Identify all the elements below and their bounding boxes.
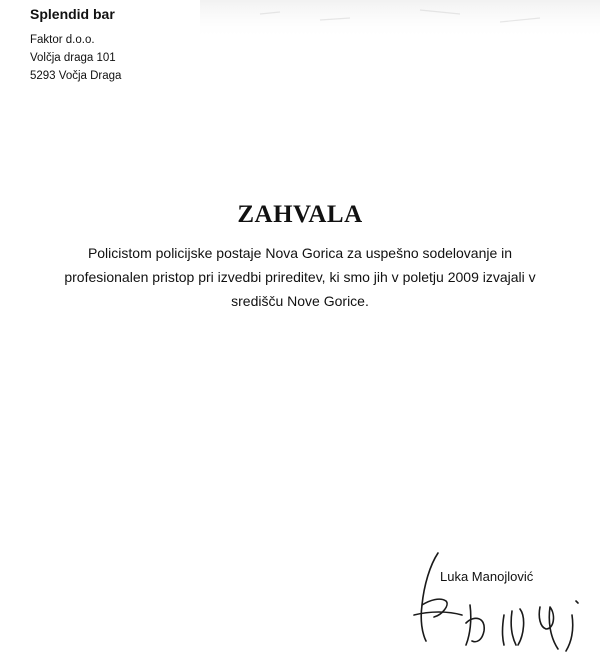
- sender-name: Splendid bar: [30, 6, 115, 22]
- sender-street: Volčja draga 101: [30, 52, 116, 64]
- sender-city: 5293 Vočja Draga: [30, 70, 122, 82]
- body-line: središču Nove Gorice.: [231, 293, 369, 309]
- sender-company: Faktor d.o.o.: [30, 34, 95, 46]
- body-line: profesionalen pristop pri izvedbi prireditev, ki smo jih v poletju 2009 izvajali v: [64, 269, 536, 285]
- handwritten-signature: [400, 545, 600, 655]
- scan-shadow-artifact: [200, 0, 600, 60]
- body-line: Policistom policijske postaje Nova Gorica za uspešno sodelovanje in: [87, 245, 513, 261]
- document-body: [50, 241, 550, 313]
- document-title: ZAHVALA: [237, 201, 363, 228]
- signer-name: Luka Manojlović: [440, 569, 534, 584]
- sender-address-block: [30, 6, 121, 85]
